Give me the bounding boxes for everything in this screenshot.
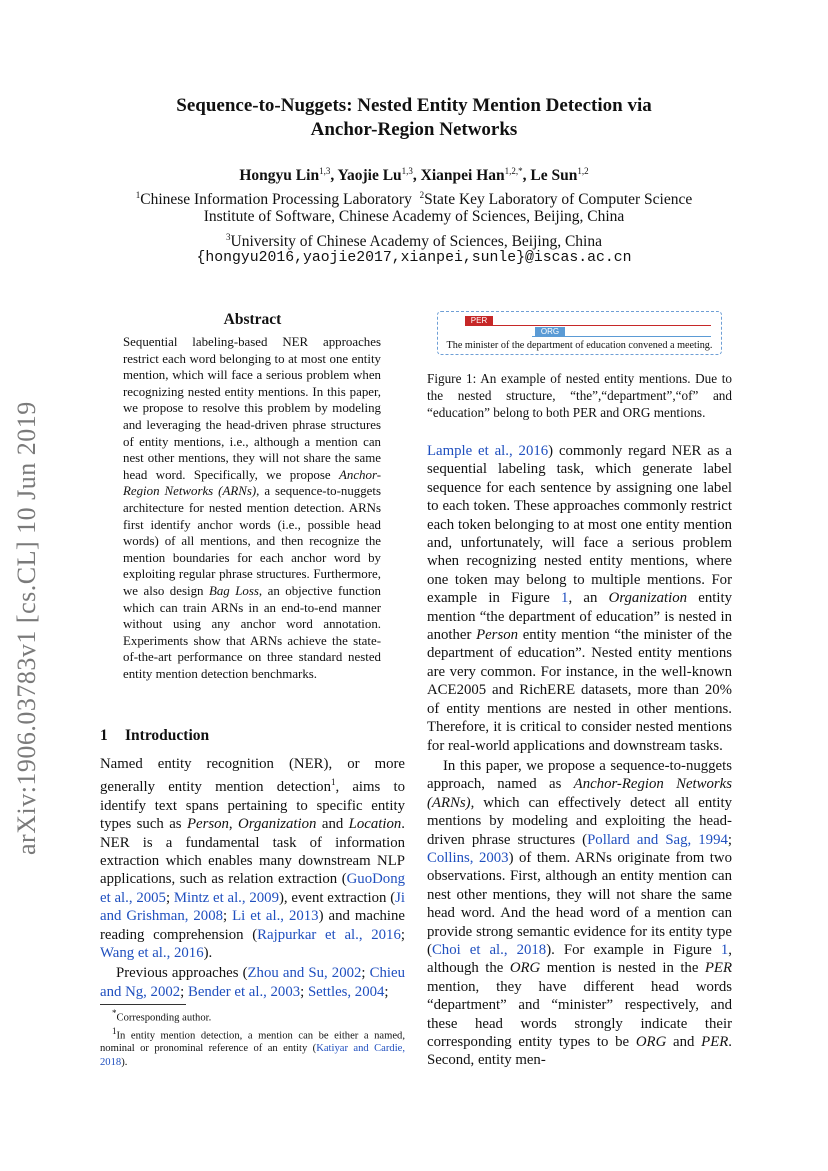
affil2-text: State Key Laboratory of Computer Science xyxy=(424,191,693,209)
author-affiliation-marker: 1,3 xyxy=(401,166,413,176)
author-name: Hongyu Lin xyxy=(239,167,320,185)
text-run: , which can effectively detect all entity mentions by modeling and exploiting the head-driven phrase structures ( xyxy=(427,794,732,848)
superscript: 1 xyxy=(112,1025,117,1036)
text-run: Previous approaches ( xyxy=(116,965,248,982)
emphasized-text: Location xyxy=(348,816,402,833)
citation-link[interactable]: Bender et al., 2003 xyxy=(187,983,301,1000)
citation-link[interactable]: Pollard and Sag, 1994 xyxy=(587,831,728,848)
text-run: , a sequence-to-nuggets architecture for nested mention detection. ARNs first identify anchor words (i.e., possible head words) of all mentions, and then recognize the mention boundaries for each anchor word by exploiting regular phrase structures. Furthermore, we also design xyxy=(123,484,382,598)
text-run: ; xyxy=(300,983,308,1000)
text-run: ) commonly regard NER as a sequential labeling task, which generate label sequence for each sentence by assigning one label to each token. These approaches commonly restrict each token belonging to at most one entity mention and, unfortunately, will face a serious problem when recognizing nested entity mentions, where one token may belong to multiple mentions. For example in Figure xyxy=(427,443,732,607)
citation-link[interactable]: Collins, 2003 xyxy=(427,849,509,866)
footnotes xyxy=(100,1007,405,1069)
text-run: and xyxy=(666,1034,702,1050)
text-run: . Second, entity men- xyxy=(427,1034,732,1069)
text-run: ; xyxy=(727,831,732,848)
text-run: ; xyxy=(361,965,370,982)
paper-title xyxy=(0,94,828,142)
org-span-line xyxy=(532,336,711,337)
author-separator: , xyxy=(330,167,338,185)
author-affiliation-marker: 1,2,* xyxy=(504,166,523,176)
title-line-2: Anchor-Region Networks xyxy=(310,119,518,140)
author-affiliation-marker: 1,3 xyxy=(319,166,331,176)
author-affiliation-marker: 1,2 xyxy=(577,166,589,176)
emphasized-text: Person xyxy=(476,627,518,644)
citation-link[interactable]: GuoDong et al., 2005 xyxy=(100,871,405,906)
superscript: * xyxy=(112,1008,117,1018)
emphasized-text: PER xyxy=(704,960,732,977)
left-column-body xyxy=(100,755,405,1001)
author-emails: {hongyu2016,yaojie2017,xianpei,sunle}@iscas.ac.cn xyxy=(196,250,632,266)
text-run: , an objective function which can train ARNs in an end-to-end manner without using any anchor word annotation. Experiments show that ARNs achieve the state-of-the-art performance on three standard nested entity mention detection benchmarks. xyxy=(123,583,381,681)
superscript: 1 xyxy=(330,777,336,788)
text-run: Named entity recognition (NER), or more generally entity mention detection xyxy=(100,756,405,796)
text-run: In this paper, we propose a sequence-to-nuggets approach, named as xyxy=(427,757,732,793)
affil3-sup: 3 xyxy=(226,232,231,242)
per-span-line xyxy=(465,325,711,326)
emphasized-text: Person xyxy=(186,816,229,833)
emphasized-text: PER xyxy=(701,1034,729,1050)
citation-link[interactable]: Lample et al., 2016 xyxy=(427,443,549,459)
emphasized-text: ORG xyxy=(509,960,541,977)
text-run: ). For example in Figure xyxy=(546,941,721,958)
text-run: Sequential labeling-based NER approaches restrict each word belonging to at most one entity mention, which will face a serious problem when recognizing nested entity mentions. In this paper, we propose to resolve this problem by modeling and leveraging the head-driven phrase structures of entity mentions, i.e., although a mention can nest other mentions, they will not share the same head word. Specifically, we propose xyxy=(123,335,381,482)
text-run: , aims to identify text spans pertaining to specific entity types such as xyxy=(100,779,405,833)
paragraph xyxy=(100,964,405,1001)
text-run: ; xyxy=(165,889,174,906)
text-run: ; xyxy=(180,983,188,1000)
citation-link[interactable]: Rajpurkar et al., 2016 xyxy=(257,926,401,943)
affil3-text: University of Chinese Academy of Sciences, Beijing, China xyxy=(230,233,602,251)
affil1-sup: 1 xyxy=(135,190,141,200)
affiliation-line-2: Institute of Software, Chinese Academy of Sciences, Beijing, China xyxy=(203,208,625,225)
text-run: ), event extraction ( xyxy=(278,889,396,906)
citation-link[interactable]: Chieu and Ng, 2002 xyxy=(100,965,405,1000)
text-run: mention, they have different head words “department” and “minister” respectively, and these head words strongly indicate their corresponding entity types to be xyxy=(427,978,732,1050)
paragraph xyxy=(427,442,732,755)
text-run: Corresponding author. xyxy=(116,1012,212,1024)
per-label-tag: PER xyxy=(465,316,493,325)
emphasized-text: Organization xyxy=(608,590,688,607)
author-separator: , xyxy=(412,167,421,185)
emphasized-text: Anchor-Region Networks (ARNs) xyxy=(427,776,732,811)
text-run: entity mention “the minister of the department of education”. Nested entity mentions are very common. For instance, in the well-known ACE2005 and RichERE datasets, more than 20% of entity mentions are nested in other mentions. Therefore, it is critical to consider nested mentions for real-world applications and downstream tasks. xyxy=(427,627,732,754)
citation-link[interactable]: 1 xyxy=(561,590,569,607)
paragraph xyxy=(100,755,405,962)
text-run: ). xyxy=(121,1056,128,1068)
citation-link[interactable]: Li et al., 2013 xyxy=(232,908,319,925)
author-name: Yaojie Lu xyxy=(337,167,402,185)
right-column-body xyxy=(427,442,732,1070)
abstract-heading: Abstract xyxy=(223,311,282,328)
citation-link[interactable]: Ji and Grishman, 2008 xyxy=(100,889,406,925)
author-name: Le Sun xyxy=(530,167,578,185)
text-run: entity mention “the department of education” is nested in another xyxy=(427,590,732,644)
text-run: ; xyxy=(384,983,389,1000)
citation-link[interactable]: Settles, 2004 xyxy=(307,983,385,1000)
emphasized-text: Organization xyxy=(238,816,317,833)
text-run: ; xyxy=(400,926,405,943)
text-run: ) and machine reading comprehension ( xyxy=(100,908,405,943)
text-run: , xyxy=(228,816,239,833)
section-title: Introduction xyxy=(125,727,210,744)
author-name: Xianpei Han xyxy=(420,167,505,185)
affil2-sup: 2 xyxy=(419,190,425,200)
author-separator: , xyxy=(522,167,531,185)
org-label-tag: ORG xyxy=(535,327,565,336)
title-line-1: Sequence-to-Nuggets: Nested Entity Mention Detection via xyxy=(176,95,652,116)
citation-link[interactable]: Mintz et al., 2009 xyxy=(173,889,279,906)
citation-link[interactable]: Katiyar and Cardie, 2018 xyxy=(100,1043,405,1068)
citation-link[interactable]: Zhou and Su, 2002 xyxy=(247,965,362,982)
footnote xyxy=(100,1007,405,1025)
text-run: , an xyxy=(568,590,609,607)
figure-example-sentence: The minister of the department of education convened a meeting. xyxy=(446,340,713,351)
figure-1-caption: Figure 1: An example of nested entity mentions. Due to the nested structure, “the”,“department”,“of” and “education” belong to both PER and ORG mentions. xyxy=(427,371,732,420)
text-run: mention is nested in the xyxy=(540,960,705,977)
text-run: and xyxy=(316,816,349,833)
arxiv-identifier: arXiv:1906.03783v1 [cs.CL] 10 Jun 2019 xyxy=(12,401,41,855)
paragraph xyxy=(427,757,732,1070)
section-number: 1 xyxy=(100,727,108,744)
text-run: ) of them. ARNs originate from two observations. First, although an entity mention can nest other mentions, they will not share the same head word. And the head word of a mention can provide strong semantic evidence for its entity type ( xyxy=(427,849,733,958)
text-run: In entity mention detection, a mention can be either a named, nominal or pronominal reference of an entity ( xyxy=(100,1030,405,1055)
emphasized-text: Anchor-Region Networks (ARNs) xyxy=(123,467,381,499)
footnote xyxy=(100,1025,405,1069)
text-run: , although the xyxy=(427,941,732,977)
citation-link[interactable]: Wang et al., 2016 xyxy=(100,944,204,961)
abstract-text xyxy=(123,334,381,682)
text-run: . NER is a fundamental task of information extraction which enables many downstream NLP applications, such as relation extraction ( xyxy=(100,816,405,888)
citation-link[interactable]: 1 xyxy=(720,941,729,958)
emphasized-text: Bag Loss xyxy=(208,583,259,598)
footnote-rule xyxy=(100,1004,186,1005)
author-list xyxy=(0,166,828,185)
section-heading-introduction xyxy=(100,727,209,745)
citation-link[interactable]: Choi et al., 2018 xyxy=(431,941,547,958)
text-run: ; xyxy=(223,908,233,925)
affil1-text: Chinese Information Processing Laboratory xyxy=(140,191,412,209)
emphasized-text: ORG xyxy=(635,1034,667,1050)
text-run: ). xyxy=(203,944,213,961)
